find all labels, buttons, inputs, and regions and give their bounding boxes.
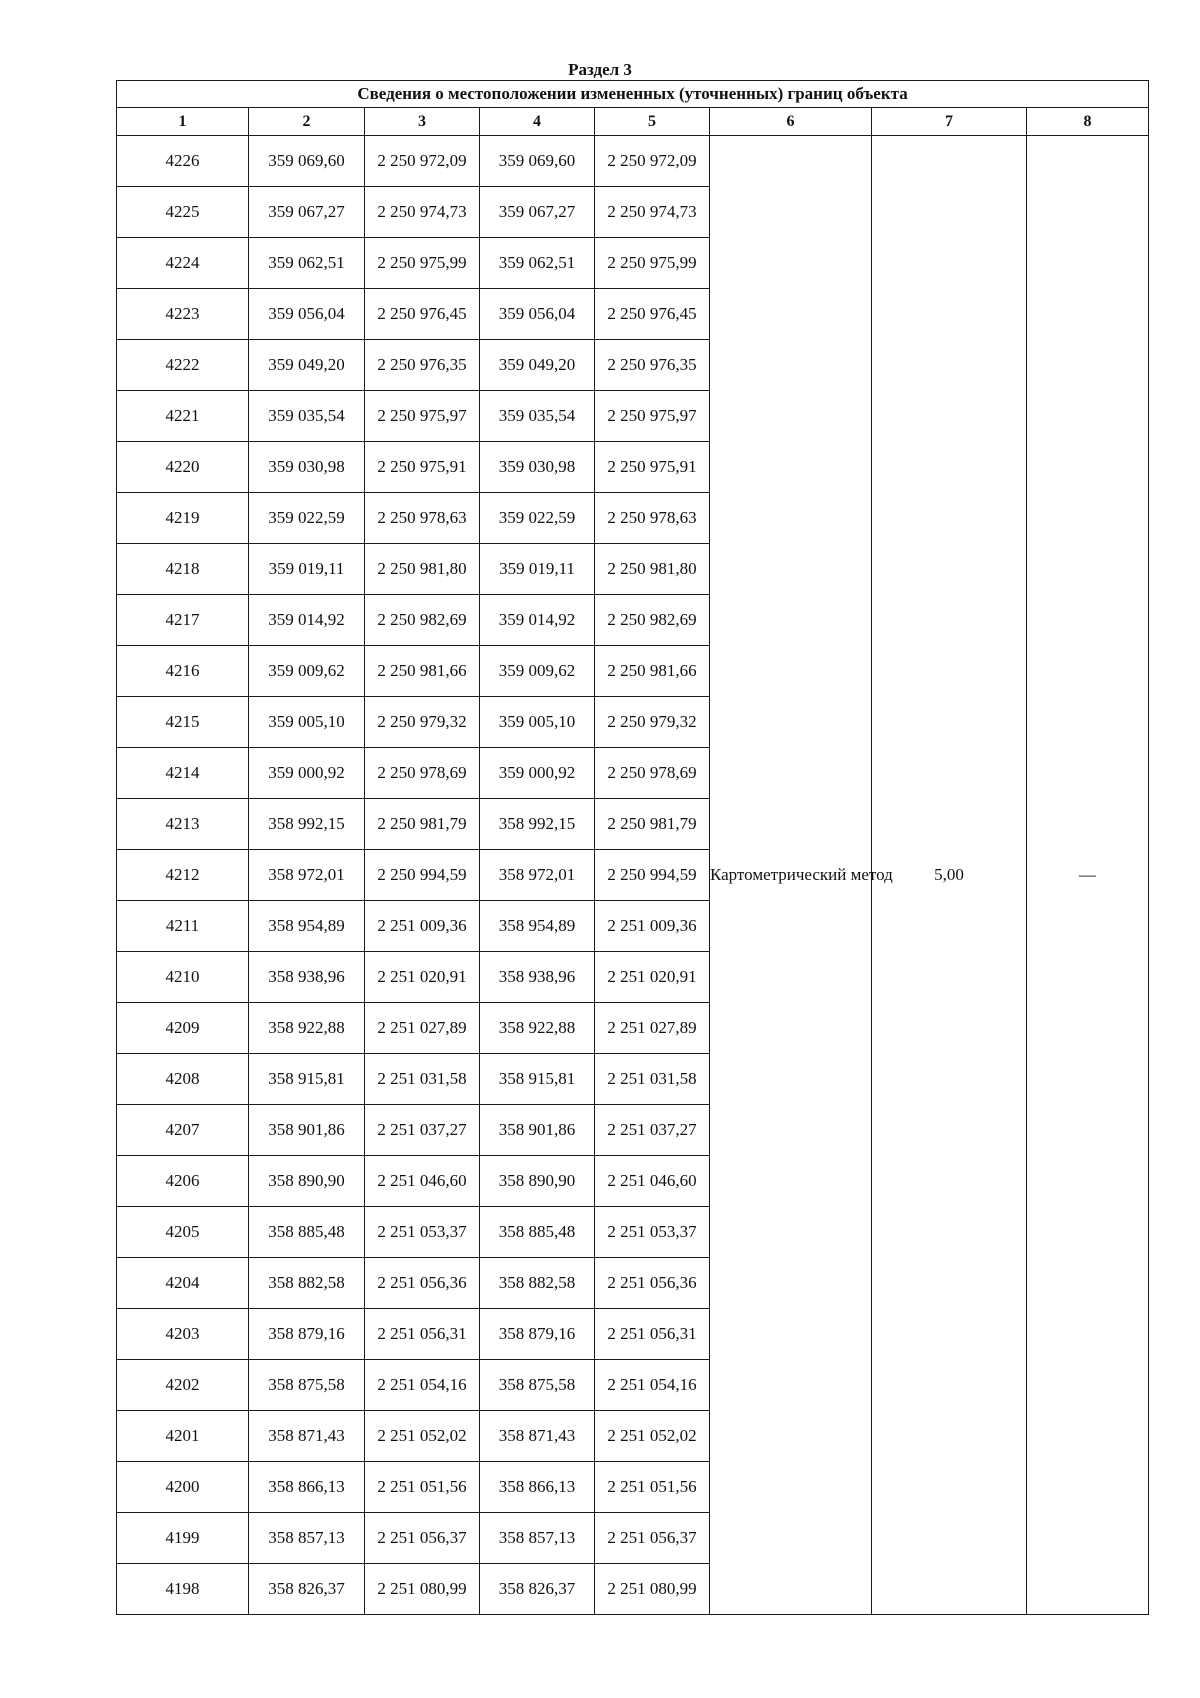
x-new-cell: 359 009,62 [480,646,595,697]
x-new-cell: 359 067,27 [480,187,595,238]
y-cell: 2 250 979,32 [365,697,480,748]
y-cell: 2 251 080,99 [365,1564,480,1615]
x-cell: 359 030,98 [249,442,365,493]
point-number-cell: 4214 [117,748,249,799]
y-new-cell: 2 251 031,58 [595,1054,710,1105]
point-number-cell: 4224 [117,238,249,289]
points-body [117,136,1149,1615]
y-cell: 2 251 056,31 [365,1309,480,1360]
x-cell: 359 022,59 [249,493,365,544]
x-new-cell: 358 901,86 [480,1105,595,1156]
x-cell: 358 954,89 [249,901,365,952]
y-cell: 2 251 031,58 [365,1054,480,1105]
x-new-cell: 358 826,37 [480,1564,595,1615]
x-new-cell: 359 062,51 [480,238,595,289]
y-new-cell: 2 251 056,37 [595,1513,710,1564]
column-number-4: 4 [480,108,595,136]
point-number-cell: 4211 [117,901,249,952]
point-number-cell: 4215 [117,697,249,748]
x-new-cell: 358 972,01 [480,850,595,901]
point-number-cell: 4221 [117,391,249,442]
point-number-cell: 4207 [117,1105,249,1156]
x-new-cell: 359 049,20 [480,340,595,391]
y-cell: 2 250 981,66 [365,646,480,697]
point-number-cell: 4198 [117,1564,249,1615]
y-new-cell: 2 250 976,45 [595,289,710,340]
y-cell: 2 250 978,69 [365,748,480,799]
x-new-cell: 358 992,15 [480,799,595,850]
x-new-cell: 359 005,10 [480,697,595,748]
point-number-cell: 4210 [117,952,249,1003]
x-new-cell: 359 056,04 [480,289,595,340]
x-cell: 358 871,43 [249,1411,365,1462]
point-number-cell: 4203 [117,1309,249,1360]
y-new-cell: 2 250 994,59 [595,850,710,901]
y-cell: 2 251 009,36 [365,901,480,952]
x-new-cell: 358 890,90 [480,1156,595,1207]
point-number-cell: 4204 [117,1258,249,1309]
column-number-3: 3 [365,108,480,136]
x-cell: 359 049,20 [249,340,365,391]
y-cell: 2 250 975,97 [365,391,480,442]
x-cell: 358 890,90 [249,1156,365,1207]
x-cell: 358 901,86 [249,1105,365,1156]
y-cell: 2 250 982,69 [365,595,480,646]
x-new-cell: 359 019,11 [480,544,595,595]
y-cell: 2 250 972,09 [365,136,480,187]
table-caption: Сведения о местоположении измененных (уточненных) границ объекта [117,81,1149,108]
x-cell: 358 826,37 [249,1564,365,1615]
x-new-cell: 359 000,92 [480,748,595,799]
y-new-cell: 2 250 978,69 [595,748,710,799]
y-new-cell: 2 250 982,69 [595,595,710,646]
accuracy-cell: 5,00 [872,136,1027,1615]
y-cell: 2 251 046,60 [365,1156,480,1207]
x-new-cell: 358 871,43 [480,1411,595,1462]
x-new-cell: 358 857,13 [480,1513,595,1564]
point-number-cell: 4208 [117,1054,249,1105]
point-number-cell: 4226 [117,136,249,187]
y-new-cell: 2 250 981,79 [595,799,710,850]
y-new-cell: 2 251 020,91 [595,952,710,1003]
x-new-cell: 358 879,16 [480,1309,595,1360]
x-new-cell: 359 069,60 [480,136,595,187]
y-cell: 2 251 051,56 [365,1462,480,1513]
point-number-cell: 4205 [117,1207,249,1258]
y-new-cell: 2 250 979,32 [595,697,710,748]
x-cell: 358 885,48 [249,1207,365,1258]
x-cell: 358 857,13 [249,1513,365,1564]
y-new-cell: 2 250 981,80 [595,544,710,595]
y-cell: 2 251 037,27 [365,1105,480,1156]
x-new-cell: 358 922,88 [480,1003,595,1054]
point-number-cell: 4206 [117,1156,249,1207]
y-new-cell: 2 251 051,56 [595,1462,710,1513]
x-cell: 359 069,60 [249,136,365,187]
x-new-cell: 359 014,92 [480,595,595,646]
column-number-row [117,108,1149,136]
y-new-cell: 2 250 981,66 [595,646,710,697]
point-number-cell: 4217 [117,595,249,646]
x-new-cell: 359 035,54 [480,391,595,442]
point-number-cell: 4220 [117,442,249,493]
x-cell: 359 056,04 [249,289,365,340]
y-cell: 2 250 976,35 [365,340,480,391]
method-cell: Картометрический метод [710,136,872,1615]
x-new-cell: 358 938,96 [480,952,595,1003]
y-new-cell: 2 250 976,35 [595,340,710,391]
point-number-cell: 4216 [117,646,249,697]
point-number-cell: 4225 [117,187,249,238]
x-new-cell: 359 030,98 [480,442,595,493]
x-new-cell: 358 954,89 [480,901,595,952]
y-new-cell: 2 250 978,63 [595,493,710,544]
x-new-cell: 358 875,58 [480,1360,595,1411]
column-number-1: 1 [117,108,249,136]
y-cell: 2 250 994,59 [365,850,480,901]
x-cell: 359 005,10 [249,697,365,748]
y-cell: 2 250 976,45 [365,289,480,340]
x-cell: 359 014,92 [249,595,365,646]
column-number-2: 2 [249,108,365,136]
y-cell: 2 251 056,36 [365,1258,480,1309]
y-new-cell: 2 251 056,31 [595,1309,710,1360]
y-cell: 2 251 054,16 [365,1360,480,1411]
y-new-cell: 2 251 053,37 [595,1207,710,1258]
y-new-cell: 2 251 052,02 [595,1411,710,1462]
x-cell: 358 992,15 [249,799,365,850]
x-cell: 358 938,96 [249,952,365,1003]
x-cell: 359 035,54 [249,391,365,442]
y-cell: 2 251 052,02 [365,1411,480,1462]
y-new-cell: 2 250 975,99 [595,238,710,289]
point-number-cell: 4213 [117,799,249,850]
x-new-cell: 359 022,59 [480,493,595,544]
point-number-cell: 4200 [117,1462,249,1513]
y-cell: 2 250 981,79 [365,799,480,850]
x-cell: 358 972,01 [249,850,365,901]
x-new-cell: 358 866,13 [480,1462,595,1513]
x-cell: 359 062,51 [249,238,365,289]
y-cell: 2 251 027,89 [365,1003,480,1054]
x-cell: 358 879,16 [249,1309,365,1360]
y-cell: 2 251 053,37 [365,1207,480,1258]
x-cell: 358 922,88 [249,1003,365,1054]
y-cell: 2 250 975,91 [365,442,480,493]
x-cell: 359 000,92 [249,748,365,799]
point-number-cell: 4202 [117,1360,249,1411]
y-cell: 2 250 975,99 [365,238,480,289]
y-new-cell: 2 251 046,60 [595,1156,710,1207]
y-new-cell: 2 251 037,27 [595,1105,710,1156]
column-number-6: 6 [710,108,872,136]
column-8-cell: — [1027,136,1149,1615]
x-cell: 359 067,27 [249,187,365,238]
y-new-cell: 2 250 972,09 [595,136,710,187]
x-new-cell: 358 885,48 [480,1207,595,1258]
x-new-cell: 358 915,81 [480,1054,595,1105]
y-new-cell: 2 251 056,36 [595,1258,710,1309]
y-new-cell: 2 251 009,36 [595,901,710,952]
boundary-coordinates-table [116,80,1149,1615]
x-cell: 358 882,58 [249,1258,365,1309]
point-number-cell: 4219 [117,493,249,544]
y-new-cell: 2 251 027,89 [595,1003,710,1054]
table-row [117,136,1149,187]
x-cell: 358 875,58 [249,1360,365,1411]
x-cell: 359 009,62 [249,646,365,697]
y-new-cell: 2 250 975,91 [595,442,710,493]
section-title: Раздел 3 [568,60,632,79]
x-new-cell: 358 882,58 [480,1258,595,1309]
point-number-cell: 4222 [117,340,249,391]
column-number-7: 7 [872,108,1027,136]
y-new-cell: 2 251 080,99 [595,1564,710,1615]
y-new-cell: 2 250 975,97 [595,391,710,442]
y-cell: 2 250 981,80 [365,544,480,595]
y-cell: 2 250 974,73 [365,187,480,238]
column-number-5: 5 [595,108,710,136]
x-cell: 358 915,81 [249,1054,365,1105]
point-number-cell: 4212 [117,850,249,901]
point-number-cell: 4201 [117,1411,249,1462]
point-number-cell: 4199 [117,1513,249,1564]
x-cell: 359 019,11 [249,544,365,595]
y-cell: 2 250 978,63 [365,493,480,544]
y-cell: 2 251 020,91 [365,952,480,1003]
point-number-cell: 4223 [117,289,249,340]
y-new-cell: 2 251 054,16 [595,1360,710,1411]
y-cell: 2 251 056,37 [365,1513,480,1564]
point-number-cell: 4209 [117,1003,249,1054]
column-number-8: 8 [1027,108,1149,136]
x-cell: 358 866,13 [249,1462,365,1513]
point-number-cell: 4218 [117,544,249,595]
y-new-cell: 2 250 974,73 [595,187,710,238]
